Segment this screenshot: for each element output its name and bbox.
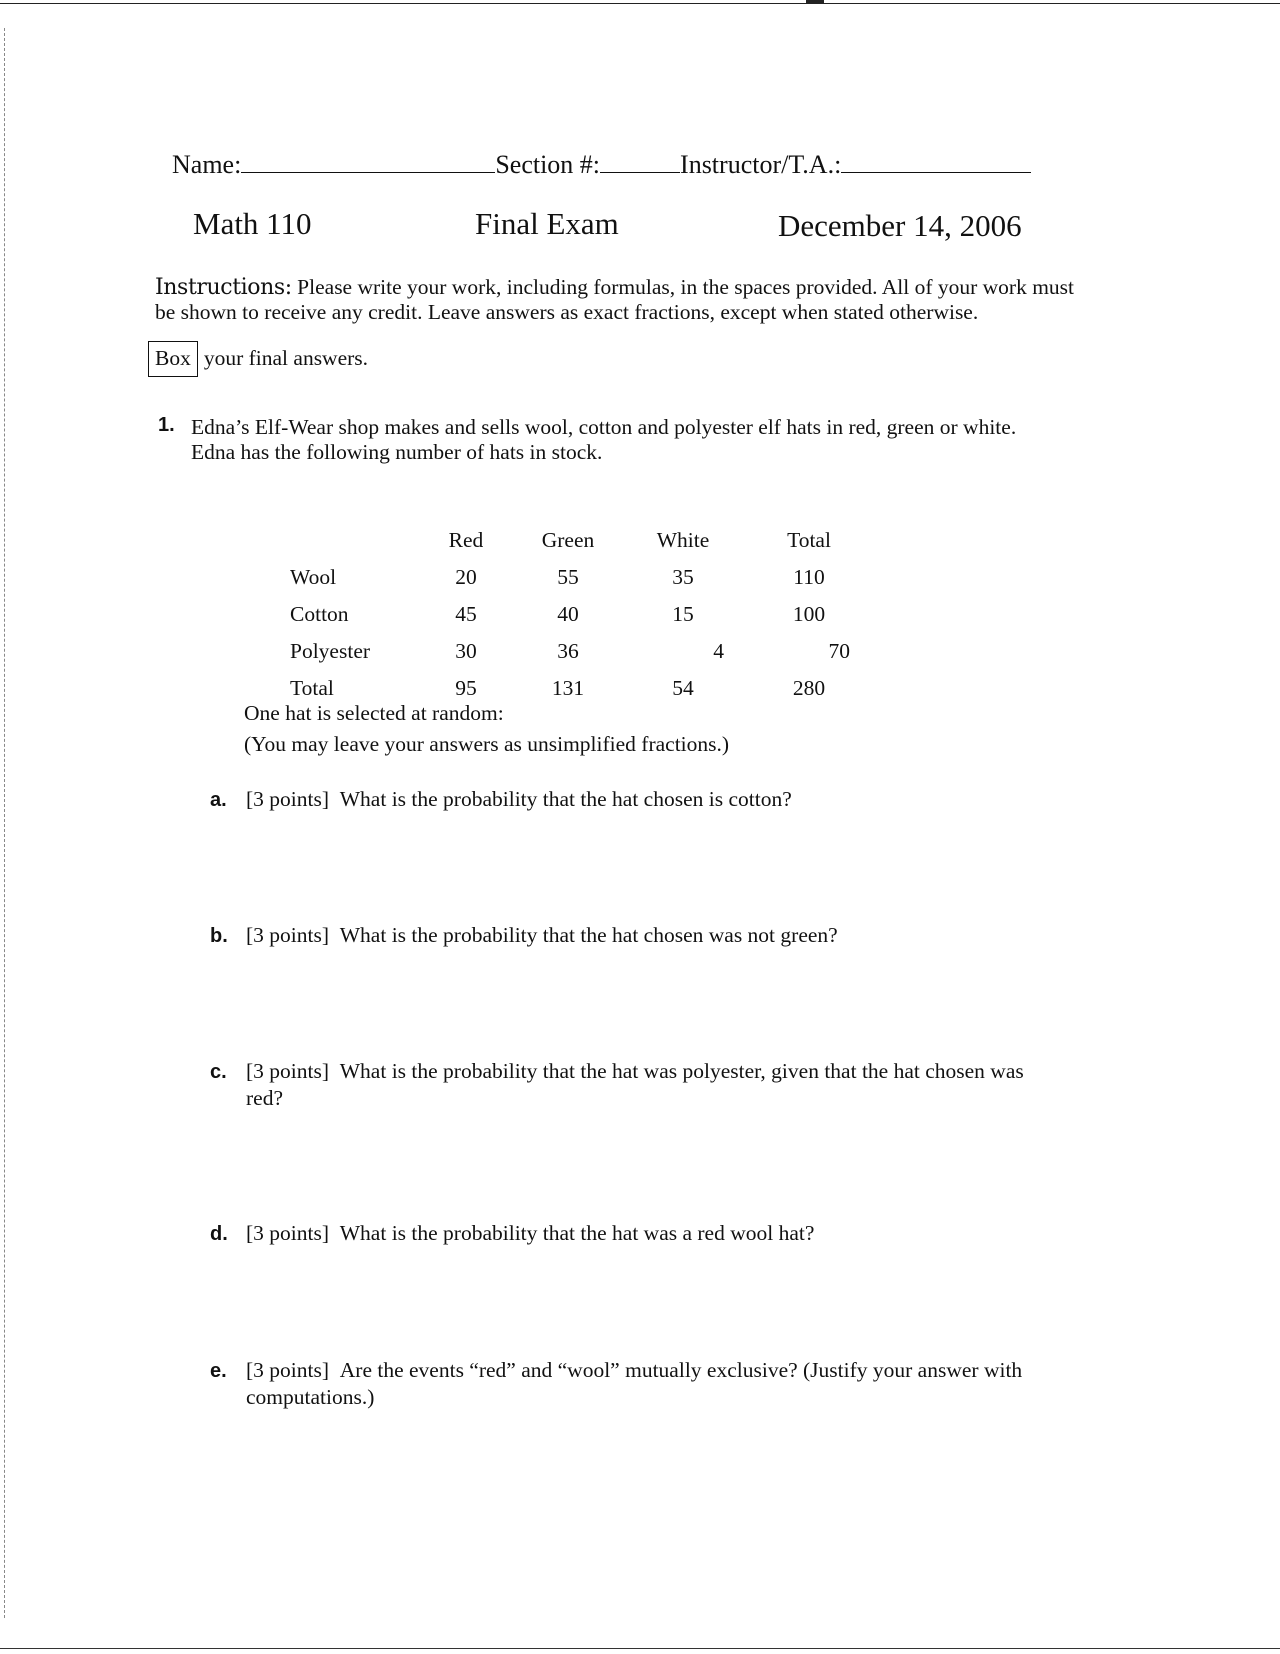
table-cell: 70 xyxy=(828,639,850,663)
part-a xyxy=(210,786,1110,813)
table-header-row xyxy=(290,522,872,559)
col-header-red: Red xyxy=(448,528,484,552)
table-cell: 55 xyxy=(557,565,579,589)
part-points: [3 points] xyxy=(246,1358,330,1382)
table-row xyxy=(290,633,872,670)
instructions xyxy=(155,275,1085,325)
col-header-white: White xyxy=(656,528,710,552)
question-1-line1: Edna’s Elf-Wear shop makes and sells wool, cotton and polyester elf hats in red, green or white. xyxy=(191,415,1017,439)
part-text: What is the probability that the hat chosen is cotton? xyxy=(339,787,792,811)
table-cell: 110 xyxy=(793,565,825,589)
part-letter: d. xyxy=(210,1223,228,1245)
table-cell: 15 xyxy=(672,602,694,626)
part-text: What is the probability that the hat was polyester, given that the hat chosen was xyxy=(339,1059,1024,1083)
table-cell: 45 xyxy=(455,602,477,626)
row-label: Cotton xyxy=(290,602,349,626)
part-text: What is the probability that the hat was a red wool hat? xyxy=(339,1221,815,1245)
part-b xyxy=(210,922,1110,949)
section-blank[interactable] xyxy=(600,150,680,173)
question-1-line2: Edna has the following number of hats in stock. xyxy=(191,440,603,464)
part-text: Are the events “red” and “wool” mutually exclusive? (Justify your answer with xyxy=(339,1358,1023,1382)
name-blank[interactable] xyxy=(241,150,495,173)
exam-date: December 14, 2006 xyxy=(778,208,1022,243)
part-points: [3 points] xyxy=(246,923,330,947)
part-points: [3 points] xyxy=(246,787,330,811)
col-header-green: Green xyxy=(541,528,595,552)
name-field xyxy=(172,150,1031,180)
table-cell: 40 xyxy=(557,602,579,626)
table-cell: 35 xyxy=(672,565,694,589)
table-row xyxy=(290,596,872,633)
table-cell: 280 xyxy=(792,676,826,700)
scan-edge-top xyxy=(0,3,1280,4)
instructions-lead: Instructions: xyxy=(155,275,292,300)
question-1-number: 1. xyxy=(158,414,175,436)
part-letter: b. xyxy=(210,925,228,947)
table-cell: 100 xyxy=(792,602,826,626)
table-cell: 20 xyxy=(455,565,477,589)
table-cell: 36 xyxy=(557,639,579,663)
box-instruction xyxy=(148,341,368,377)
part-letter: a. xyxy=(210,789,227,811)
instructor-blank[interactable] xyxy=(841,150,1031,173)
scan-edge-bottom xyxy=(0,1648,1280,1649)
table-cell: 95 xyxy=(455,676,477,700)
table-cell: 131 xyxy=(551,676,585,700)
col-header-total: Total xyxy=(787,528,831,552)
row-label: Total xyxy=(290,676,334,700)
course-title: Math 110 xyxy=(193,206,312,241)
part-e xyxy=(210,1357,1110,1410)
part-text: What is the probability that the hat chosen was not green? xyxy=(339,923,838,947)
table-cell: 54 xyxy=(672,676,694,700)
part-points: [3 points] xyxy=(246,1059,330,1083)
part-d xyxy=(210,1220,1110,1247)
part-letter: c. xyxy=(210,1061,227,1083)
box-rest: your final answers. xyxy=(203,346,369,370)
hats-table xyxy=(290,522,872,707)
table-cell: 30 xyxy=(455,639,477,663)
name-label: Name: xyxy=(172,150,242,179)
scan-edge-left xyxy=(4,28,5,1618)
instructions-text: Please write your work, including formulas, in the spaces provided. All of your work must be shown to receive any credit. Leave answers as exact fractions, except when stated otherwise. xyxy=(155,275,1075,324)
table-cell: 4 xyxy=(713,639,724,663)
section-label: Section #: xyxy=(495,150,601,179)
scan-mark xyxy=(806,0,824,4)
table-corner xyxy=(290,522,416,559)
part-points: [3 points] xyxy=(246,1221,330,1245)
part-letter: e. xyxy=(210,1360,227,1382)
instructor-label: Instructor/T.A.: xyxy=(680,150,842,179)
selection-line1: One hat is selected at random: xyxy=(244,701,504,725)
part-text-continued: red? xyxy=(246,1086,283,1110)
box-word: Box xyxy=(148,341,198,377)
part-c xyxy=(210,1058,1110,1111)
table-row xyxy=(290,559,872,596)
part-text-continued: computations.) xyxy=(246,1385,375,1409)
row-label: Polyester xyxy=(290,639,371,663)
exam-title: Final Exam xyxy=(475,206,619,241)
selection-line2: (You may leave your answers as unsimplified fractions.) xyxy=(244,732,730,756)
row-label: Wool xyxy=(290,565,337,589)
